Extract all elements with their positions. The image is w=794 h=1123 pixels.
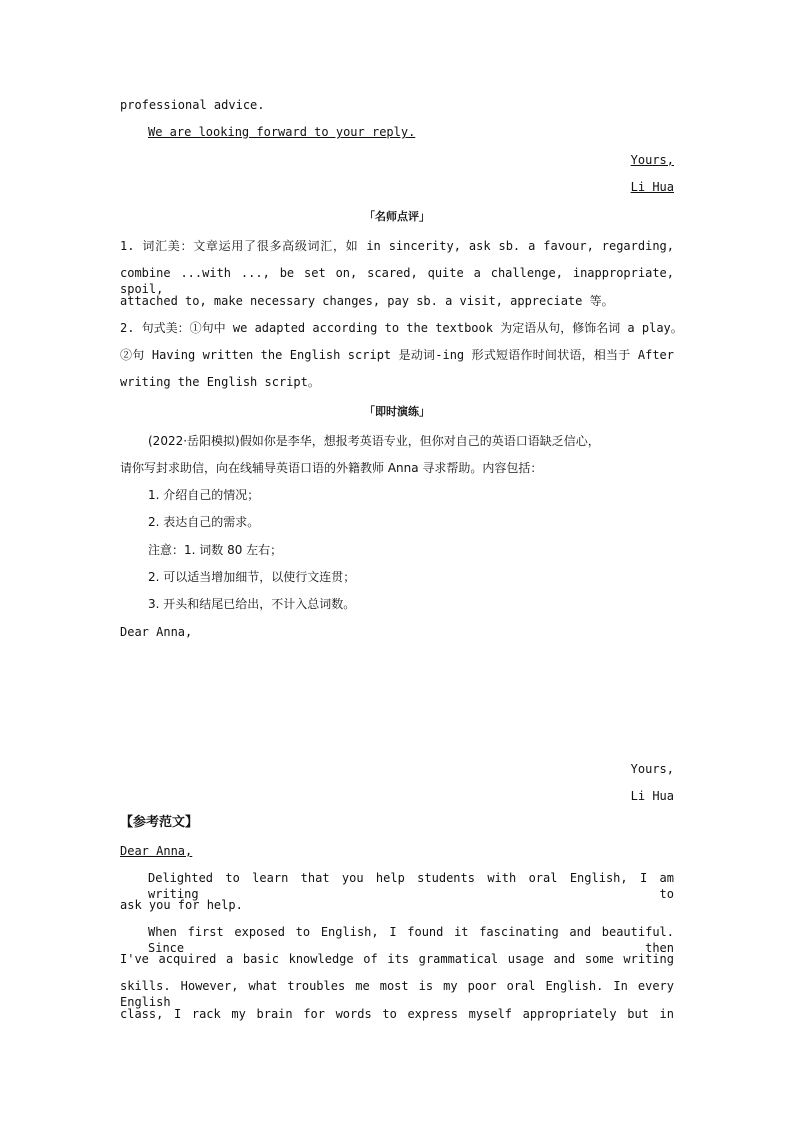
sample-p2-line3: skills. However, what troubles me most is my poor oral English. In every English (120, 979, 674, 1009)
sample-heading: 【参考范文】 (120, 815, 199, 830)
comment-item1-line3: attached to, make necessary changes, pay sb. a visit, appreciate 等。 (120, 294, 614, 308)
reply-sentence: We are looking forward to your reply. (148, 125, 416, 139)
closing-text: Yours, (630, 153, 674, 167)
sample-salutation (120, 843, 674, 859)
letter-line-professional: professional advice. (120, 98, 265, 112)
letter-closing (120, 152, 674, 168)
practice-closing: Yours, (630, 762, 674, 776)
comment-item2-line3: writing the English script。 (120, 375, 320, 389)
comment-item1-line1: 1. 词汇美：文章运用了很多高级词汇，如 in sincerity, ask sb. a favour, regarding, (120, 239, 674, 253)
comment-item2-line1: 2. 句式美：①句中 we adapted according to the textbook 为定语从句，修饰名词 a play。 (120, 321, 683, 335)
sample-p2-line4: class, I rack my brain for words to express myself appropriately but in (120, 1007, 674, 1021)
sample-p1-line2: ask you for help. (120, 898, 243, 912)
practice-heading: 「即时演练」 (364, 405, 430, 418)
signature-text: Li Hua (630, 180, 674, 194)
comment-item2-line2: ②句 Having written the English script 是动词-ing 形式短语作时间状语，相当于 After (120, 348, 674, 362)
practice-point-1: 1. 介绍自己的情况； (148, 488, 260, 502)
sample-salutation-text: Dear Anna, (120, 844, 193, 858)
practice-salutation: Dear Anna, (120, 625, 193, 639)
practice-note-1: 注意：1. 词数 80 左右； (148, 543, 283, 557)
practice-signature: Li Hua (630, 789, 674, 803)
practice-prompt-line2: 请你写封求助信，向在线辅导英语口语的外籍教师 Anna 寻求帮助。内容包括： (120, 461, 543, 475)
practice-note-2: 2. 可以适当增加细节，以使行文连贯； (148, 570, 356, 584)
sample-p2-line2: I've acquired a basic knowledge of its grammatical usage and some writing (120, 952, 674, 966)
practice-point-2: 2. 表达自己的需求。 (148, 515, 260, 529)
sample-p2-line1: When first exposed to English, I found it fascinating and beautiful. Since then (148, 925, 674, 955)
comment-heading: 「名师点评」 (364, 210, 430, 223)
letter-signature (120, 179, 674, 195)
comment-item1-line2: combine ...with ..., be set on, scared, quite a challenge, inappropriate, spoil, (120, 266, 674, 296)
practice-prompt-line1: (2022·岳阳模拟)假如你是李华，想报考英语专业，但你对自己的英语口语缺乏信心， (148, 434, 600, 448)
letter-line-reply (148, 124, 674, 140)
sample-p1-line1: Delighted to learn that you help students with oral English, I am writing to (148, 871, 674, 901)
practice-note-3: 3. 开头和结尾已给出，不计入总词数。 (148, 597, 356, 611)
